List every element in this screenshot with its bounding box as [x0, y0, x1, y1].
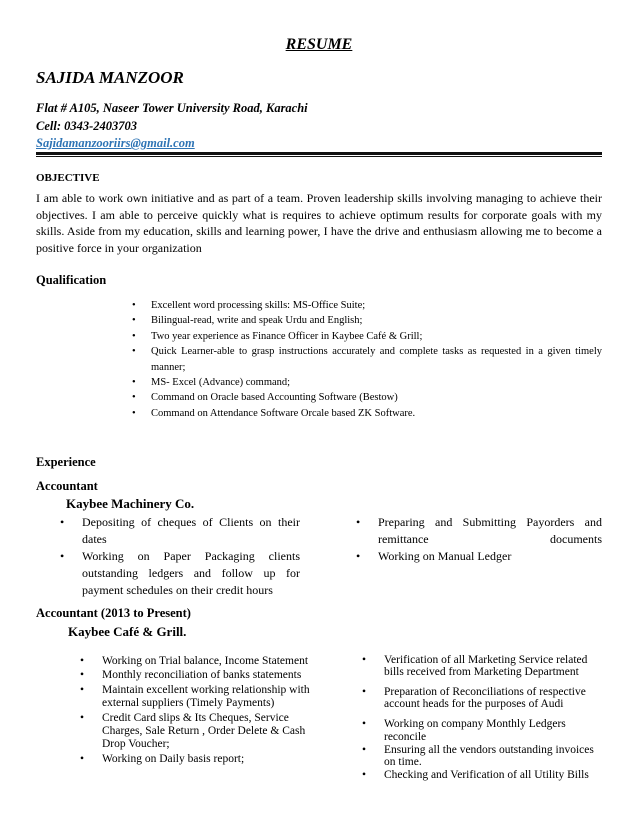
- resume-title: RESUME: [285, 36, 353, 53]
- qualification-list: [132, 298, 602, 421]
- list-item: • Working on Trial balance, Income Statement: [80, 655, 312, 668]
- list-item: • Command on Attendance Software Orcale based ZK Software.: [132, 406, 602, 421]
- list-item: • Depositing of cheques of Clients on their dates: [60, 514, 300, 548]
- job2-duties-right-2: [362, 686, 602, 710]
- list-item: • Verification of all Marketing Service related bills received from Marketing Department: [362, 654, 602, 678]
- objective-text: I am able to work own initiative and as part of a team. Proven leadership skills involving managing to achieve their objectives. I am able to perceive quickly what is requires to achieve optimum results for corporate goals with my skills. Aside from my education, skills and learning power, I have the drive and enthusiasm allowing me to become a positive force in your organization: [36, 191, 602, 255]
- job1-role: Accountant: [36, 479, 98, 493]
- job1-duties-left: [60, 514, 300, 599]
- objective-heading: OBJECTIVE: [36, 172, 100, 184]
- list-item: • Maintain excellent working relationship with external suppliers (Timely Payments): [80, 684, 312, 711]
- list-item: • MS- Excel (Advance) command;: [132, 375, 602, 390]
- list-item: • Command on Oracle based Accounting Software (Bestow): [132, 390, 602, 405]
- list-item: • Two year experience as Finance Officer in Kaybee Café & Grill;: [132, 329, 602, 344]
- job2-duties-right-3: [362, 718, 602, 782]
- list-item: • Credit Card slips & Its Cheques, Service Charges, Sale Return , Order Delete & Cash Drop Voucher;: [80, 712, 312, 752]
- list-item: • Ensuring all the vendors outstanding invoices on time.: [362, 744, 602, 770]
- address: Flat # A105, Naseer Tower University Road, Karachi: [36, 101, 308, 115]
- list-item: • Checking and Verification of all Utility Bills: [362, 769, 602, 782]
- email-link[interactable]: Sajidamanzooriirs@gmail.com: [36, 136, 195, 150]
- list-item: • Monthly reconciliation of banks statements: [80, 669, 312, 682]
- list-item: • Bilingual-read, write and speak Urdu and English;: [132, 313, 602, 328]
- job2-company: Kaybee Café & Grill.: [68, 624, 187, 639]
- experience-heading: Experience: [36, 455, 96, 469]
- candidate-name: SAJIDA MANZOOR: [36, 68, 184, 87]
- list-item: • Quick Learner-able to grasp instructions accurately and complete tasks as requested in a given timely manner;: [132, 344, 602, 375]
- list-item: • Excellent word processing skills: MS-Office Suite;: [132, 298, 602, 313]
- job1-company: Kaybee Machinery Co.: [66, 496, 195, 511]
- header-divider: [36, 152, 602, 157]
- list-item: • Working on company Monthly Ledgers reconcile: [362, 718, 602, 744]
- list-item: • Working on Manual Ledger: [356, 548, 602, 565]
- list-item: • Working on Paper Packaging clients outstanding ledgers and follow up for payment schedules on their credit hours: [60, 548, 300, 599]
- job2-duties-left: [80, 655, 312, 767]
- job2-duties-right-1: [362, 654, 602, 678]
- qualification-heading: Qualification: [36, 273, 107, 287]
- list-item: • Preparing and Submitting Payorders and remittance documents: [356, 514, 602, 548]
- job2-role: Accountant (2013 to Present): [36, 606, 191, 620]
- cell-number: Cell: 0343-2403703: [36, 119, 138, 133]
- job1-duties-right: [356, 514, 602, 565]
- list-item: • Working on Daily basis report;: [80, 753, 312, 766]
- list-item: • Preparation of Reconciliations of respective account heads for the purposes of Audi: [362, 686, 602, 710]
